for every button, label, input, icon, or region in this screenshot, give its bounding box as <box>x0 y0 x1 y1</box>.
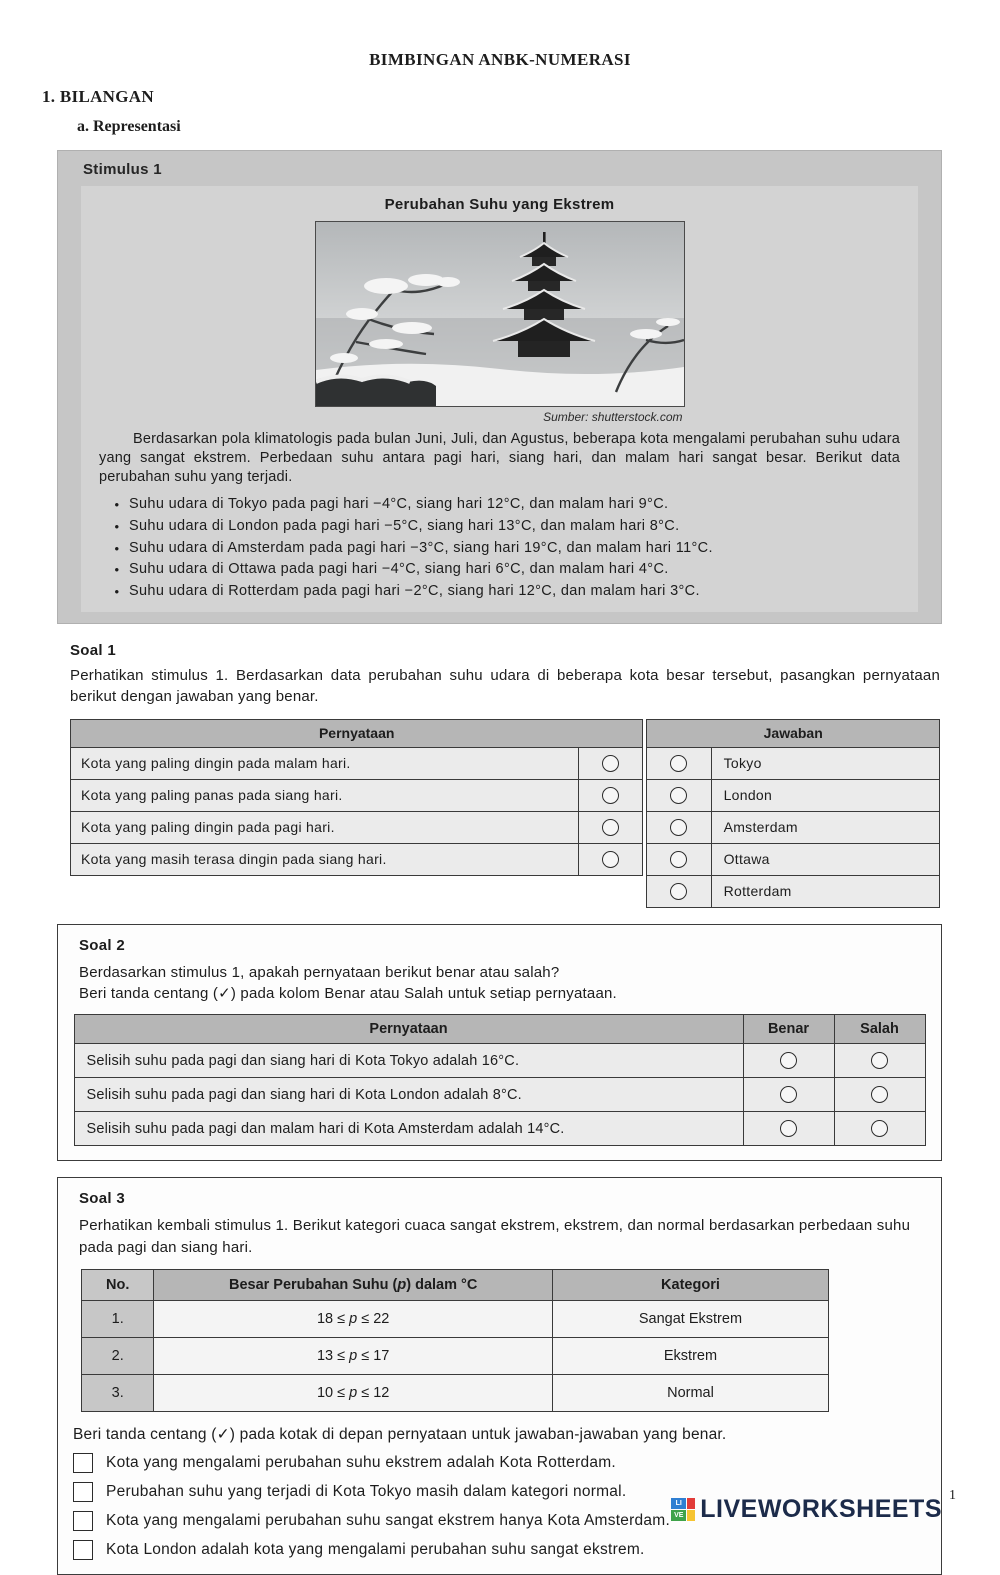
checkbox-label: Perubahan suhu yang terjadi di Kota Tokyo masih dalam kategori normal. <box>106 1482 627 1500</box>
answer-row <box>647 875 940 907</box>
match-radio-answer-amsterdam[interactable] <box>670 819 687 836</box>
page-title: BIMBINGAN ANBK-NUMERASI <box>369 50 631 69</box>
category-table <box>81 1269 829 1412</box>
liveworksheets-logo <box>671 1495 942 1524</box>
statement-radio-cell <box>578 747 642 779</box>
section-heading: 1. BILANGAN <box>42 87 154 106</box>
statement-row <box>71 747 643 779</box>
category-row <box>82 1337 829 1374</box>
category-range: 13 ≤ p ≤ 17 <box>154 1337 553 1374</box>
tf-statement: Selisih suhu pada pagi dan malam hari di Kota Amsterdam adalah 14°C. <box>74 1112 743 1146</box>
stimulus-label: Stimulus 1 <box>83 161 162 178</box>
photo-caption: Sumber: shutterstock.com <box>543 410 683 424</box>
tf-radio-benar-3[interactable] <box>780 1120 797 1137</box>
statement-row <box>71 843 643 875</box>
answer-radio-cell <box>647 875 711 907</box>
category-range: 18 ≤ p ≤ 22 <box>154 1300 553 1337</box>
subsection-heading: a. Representasi <box>77 118 181 135</box>
match-radio-answer-tokyo[interactable] <box>670 755 687 772</box>
tf-row <box>74 1078 925 1112</box>
bullet-text: • Suhu udara di Ottawa pada pagi hari −4°C, siang hari 6°C, dan malam hari 4°C. <box>129 561 669 578</box>
tf-row <box>74 1112 925 1146</box>
statements-header-row <box>71 719 643 747</box>
statement-radio-cell <box>578 811 642 843</box>
checkbox-label: Kota yang mengalami perubahan suhu ekstrem adalah Kota Rotterdam. <box>106 1453 616 1471</box>
bullet-tokyo <box>105 494 900 516</box>
tf-header-row <box>74 1015 925 1044</box>
logo-square-yellow <box>687 1510 695 1521</box>
tf-radio-salah-1[interactable] <box>871 1052 888 1069</box>
soal-2-label: Soal 2 <box>79 936 125 954</box>
answer-row <box>647 811 940 843</box>
tf-salah-cell <box>834 1078 925 1112</box>
match-radio-answer-rotterdam[interactable] <box>670 883 687 900</box>
answer-checkbox-1[interactable] <box>73 1453 93 1473</box>
match-radio-answer-london[interactable] <box>670 787 687 804</box>
tf-salah-cell <box>834 1044 925 1078</box>
liveworksheets-logo-icon <box>671 1498 695 1521</box>
stimulus-content <box>81 186 918 612</box>
category-name: Normal <box>552 1374 828 1411</box>
category-row <box>82 1374 829 1411</box>
checkbox-label: Kota London adalah kota yang mengalami perubahan suhu sangat ekstrem. <box>106 1540 645 1558</box>
category-no: 2. <box>82 1337 154 1374</box>
bullet-amsterdam <box>105 538 900 560</box>
stimulus-heading: Perubahan Suhu yang Ekstrem <box>384 196 615 213</box>
tf-benar-cell <box>743 1044 834 1078</box>
statement-text: Kota yang paling dingin pada pagi hari. <box>71 811 579 843</box>
answer-text: Rotterdam <box>711 875 939 907</box>
answers-table <box>646 719 940 908</box>
temperature-bullet-list <box>105 494 900 602</box>
bullet-rotterdam <box>105 581 900 603</box>
stimulus-box <box>57 150 942 624</box>
statements-table <box>70 719 643 876</box>
match-radio-statement-4[interactable] <box>602 851 619 868</box>
tf-benar-header: Benar <box>743 1015 834 1044</box>
tf-statement: Selisih suhu pada pagi dan siang hari di Kota London adalah 8°C. <box>74 1078 743 1112</box>
bullet-text: • Suhu udara di London pada pagi hari −5°C, siang hari 13°C, dan malam hari 8°C. <box>129 517 680 534</box>
soal-1-instruction: Perhatikan stimulus 1. Berdasarkan data perubahan suhu udara di beberapa kota besar tersebut, pasangkan pernyataan berikut dengan jawaban yang benar. <box>70 667 940 706</box>
statements-header: Pernyataan <box>71 719 643 747</box>
category-name: Ekstrem <box>552 1337 828 1374</box>
tf-radio-salah-2[interactable] <box>871 1086 888 1103</box>
category-range-header: Besar Perubahan Suhu (p) dalam °C <box>154 1269 553 1300</box>
answer-checkbox-4[interactable] <box>73 1540 93 1560</box>
category-no: 3. <box>82 1374 154 1411</box>
true-false-table <box>74 1014 926 1146</box>
soal-2-instruction-2: Beri tanda centang (✓) pada kolom Benar atau Salah untuk setiap pernyataan. <box>79 985 617 1003</box>
winter-pagoda-photo <box>315 221 685 407</box>
answer-radio-cell <box>647 779 711 811</box>
answer-radio-cell <box>647 811 711 843</box>
statement-radio-cell <box>578 843 642 875</box>
checkbox-option-row <box>73 1453 928 1473</box>
match-radio-statement-2[interactable] <box>602 787 619 804</box>
answer-text: London <box>711 779 939 811</box>
winter-pagoda-illustration <box>316 222 684 406</box>
tf-row <box>74 1044 925 1078</box>
statement-text: Kota yang paling panas pada siang hari. <box>71 779 579 811</box>
matching-area <box>70 719 940 908</box>
bullet-text: • Suhu udara di Tokyo pada pagi hari −4°C, siang hari 12°C, dan malam hari 9°C. <box>129 496 669 513</box>
logo-square-red <box>687 1498 695 1509</box>
answer-text: Tokyo <box>711 747 939 779</box>
soal-3-instruction: Perhatikan kembali stimulus 1. Berikut kategori cuaca sangat ekstrem, ekstrem, dan normal berdasarkan perbedaan suhu pada pagi dan siang hari. <box>79 1217 911 1256</box>
soal-2-instruction-1: Berdasarkan stimulus 1, apakah pernyataan berikut benar atau salah? <box>79 963 560 981</box>
liveworksheets-wordmark: LIVEWORKSHEETS <box>700 1495 942 1523</box>
statement-text: Kota yang paling dingin pada malam hari. <box>71 747 579 779</box>
category-range: 10 ≤ p ≤ 12 <box>154 1374 553 1411</box>
tf-radio-salah-3[interactable] <box>871 1120 888 1137</box>
statement-radio-cell <box>578 779 642 811</box>
category-no-header: No. <box>82 1269 154 1300</box>
answer-radio-cell <box>647 843 711 875</box>
tf-statement-header: Pernyataan <box>74 1015 743 1044</box>
category-header-row <box>82 1269 829 1300</box>
category-no: 1. <box>82 1300 154 1337</box>
match-radio-statement-1[interactable] <box>602 755 619 772</box>
answer-row <box>647 747 940 779</box>
checkbox-label: Kota yang mengalami perubahan suhu sangat ekstrem hanya Kota Amsterdam. <box>106 1511 671 1529</box>
statement-text: Kota yang masih terasa dingin pada siang hari. <box>71 843 579 875</box>
answer-text: Ottawa <box>711 843 939 875</box>
checkbox-instruction: Beri tanda centang (✓) pada kotak di depan pernyataan untuk jawaban-jawaban yang benar. <box>73 1425 727 1443</box>
category-row <box>82 1300 829 1337</box>
match-radio-statement-3[interactable] <box>602 819 619 836</box>
category-category-header: Kategori <box>552 1269 828 1300</box>
statement-row <box>71 811 643 843</box>
page-number: 1 <box>949 1488 956 1503</box>
checkbox-option-row <box>73 1540 928 1560</box>
bullet-london <box>105 516 900 538</box>
logo-square-li: LI <box>671 1498 686 1509</box>
match-radio-answer-ottawa[interactable] <box>670 851 687 868</box>
bullet-ottawa <box>105 559 900 581</box>
answer-text: Amsterdam <box>711 811 939 843</box>
bullet-text: • Suhu udara di Rotterdam pada pagi hari −2°C, siang hari 12°C, dan malam hari 3°C. <box>129 582 700 599</box>
tf-benar-cell <box>743 1078 834 1112</box>
answer-row <box>647 843 940 875</box>
category-name: Sangat Ekstrem <box>552 1300 828 1337</box>
soal-2-box <box>57 924 942 1162</box>
stimulus-paragraph: Berdasarkan pola klimatologis pada bulan Juni, Juli, dan Agustus, beberapa kota mengalami perubahan suhu udara yang sangat ekstrem. Perbedaan suhu antara pagi hari, siang hari, dan malam hari sangat besar. Berikut data perubahan suhu yang terjadi. <box>99 431 900 486</box>
statement-row <box>71 779 643 811</box>
answers-header-row <box>647 719 940 747</box>
logo-square-ve: VE <box>671 1510 686 1521</box>
tf-benar-cell <box>743 1112 834 1146</box>
soal-1-section <box>70 642 940 907</box>
answer-row <box>647 779 940 811</box>
answer-checkbox-3[interactable] <box>73 1511 93 1531</box>
soal-1-label: Soal 1 <box>70 642 116 660</box>
tf-salah-header: Salah <box>834 1015 925 1044</box>
bullet-text: • Suhu udara di Amsterdam pada pagi hari −3°C, siang hari 19°C, dan malam hari 11°C. <box>129 539 713 556</box>
tf-statement: Selisih suhu pada pagi dan siang hari di Kota Tokyo adalah 16°C. <box>74 1044 743 1078</box>
soal-3-label: Soal 3 <box>79 1190 125 1208</box>
answer-checkbox-2[interactable] <box>73 1482 93 1502</box>
answers-header: Jawaban <box>647 719 940 747</box>
answer-radio-cell <box>647 747 711 779</box>
tf-salah-cell <box>834 1112 925 1146</box>
tf-radio-benar-2[interactable] <box>780 1086 797 1103</box>
tf-radio-benar-1[interactable] <box>780 1052 797 1069</box>
